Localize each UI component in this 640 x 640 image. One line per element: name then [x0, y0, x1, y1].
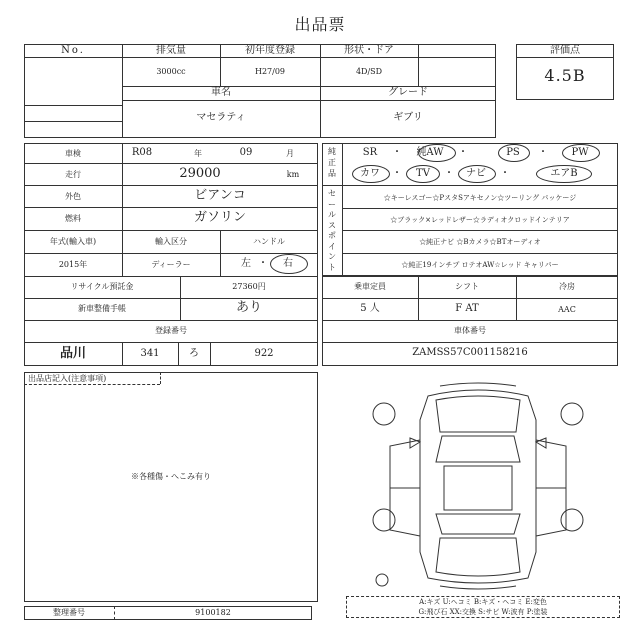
serial-value: 9100182	[195, 608, 231, 617]
equipment-tv: TV	[416, 168, 430, 179]
car-right-mirror	[536, 438, 546, 448]
import-type-value: ディーラー	[151, 260, 191, 269]
fuel-value: ガソリン	[193, 210, 246, 225]
capacity-label: 乗車定員	[354, 282, 386, 291]
equipment-label	[324, 146, 340, 179]
equipment-power-windows: PW	[571, 147, 589, 158]
capacity-value: 5 人	[360, 303, 380, 314]
score-value: 4.5B	[544, 66, 586, 85]
handle-label: ハンドル	[253, 237, 285, 246]
equipment-alloy-wheels-circle	[418, 144, 456, 162]
score-label: 評価点	[550, 45, 580, 56]
equipment-power-steering-circle	[498, 144, 530, 162]
equipment-airbag-circle	[536, 165, 592, 183]
plate-area: 品川	[59, 346, 86, 361]
chassis-number: ZAMSS57C001158216	[412, 347, 528, 358]
remarks-box	[24, 372, 318, 602]
ac-value: AAC	[558, 305, 576, 314]
equipment-sep: ・	[392, 168, 402, 179]
equipment-tv-circle	[406, 165, 440, 183]
shape-door-label: 形状・ドア	[344, 45, 394, 56]
recycle-value: 27360円	[232, 282, 266, 291]
handle-right-selected: 右	[283, 258, 293, 269]
grade-label: グレード	[388, 87, 428, 98]
no-label: No.	[61, 45, 85, 56]
equipment-sep: ・	[444, 168, 454, 179]
wheel-rear-left	[373, 509, 395, 531]
remarks-label: 出品店記入(注意事項)	[28, 374, 107, 383]
inspection-era: R08	[131, 147, 153, 158]
car-trunk	[436, 538, 520, 576]
handle-selected-circle	[270, 254, 308, 274]
equipment-sep: ・	[458, 147, 468, 158]
maintenance-record-value: あり	[235, 300, 262, 315]
car-roof	[444, 466, 512, 510]
equipment-power-windows-circle	[562, 144, 600, 162]
equipment-sep: ・	[500, 168, 510, 179]
model-year-label: 年式(輸入車)	[49, 237, 97, 246]
car-rear-bumper	[440, 586, 516, 589]
selling-point-2: ☆ブラック×レッドレザー☆ラディオクロッドインテリア	[390, 216, 570, 224]
equipment-power-steering: PS	[506, 147, 520, 158]
inspection-month: 09	[239, 147, 253, 158]
legend-line-1: A:キズ U:ヘコミ B:キズ・ヘコミ E:変色	[419, 598, 547, 606]
equipment-leather: カワ	[360, 168, 380, 179]
car-hood	[436, 396, 520, 432]
selling-points-label	[324, 189, 340, 273]
equipment-sep: ・	[392, 147, 402, 158]
car-left-mirror	[410, 438, 420, 448]
equipment-navigation-circle	[458, 165, 496, 183]
car-body-outline	[420, 390, 536, 583]
first-registration-label: 初年度登録	[245, 45, 295, 56]
equipment-sunroof: SR	[362, 147, 378, 158]
equipment-sep: ・	[538, 147, 548, 158]
car-damage-diagram	[370, 380, 586, 592]
displacement-label: 排気量	[156, 45, 186, 56]
first-registration-value: H27/09	[254, 67, 286, 76]
serial-label: 整理番号	[53, 608, 85, 617]
equipment-airbag: エアB	[550, 168, 578, 179]
page-title: 出品票	[294, 15, 346, 34]
mileage-unit: km	[286, 170, 300, 179]
selling-point-3: ☆純正ナビ ☆Bカメラ☆BTオーディオ	[419, 238, 541, 246]
car-windshield	[436, 436, 520, 462]
mileage-label: 走行	[65, 170, 81, 179]
car-front-bumper	[440, 383, 516, 386]
inspection-label: 車検	[65, 149, 81, 158]
fuel-label: 燃料	[65, 214, 81, 223]
selling-point-4: ☆純正19インチプ ロテオAW☆レッド キャリパー	[401, 261, 559, 269]
maker-value: マセラティ	[196, 112, 246, 123]
equipment-leather-circle	[352, 165, 390, 183]
plate-number: 922	[254, 348, 274, 359]
mileage-value: 29000	[179, 166, 221, 181]
legend-line-2: G:飛び石 XX:交換 S:サビ W:波有 P:塗装	[418, 608, 548, 616]
remarks-text: ※各種傷・へこみ有り	[131, 472, 211, 481]
handle-left: 左	[241, 258, 251, 269]
shift-value: F AT	[455, 303, 479, 314]
inspection-year-unit: 年	[194, 149, 202, 158]
spare-tire	[376, 574, 388, 586]
grade-value: ギブリ	[393, 112, 423, 123]
car-rear-window	[436, 514, 520, 534]
import-type-label: 輸入区分	[155, 237, 187, 246]
equipment-label-text: 純正品	[328, 147, 336, 178]
model-year-value: 2015年	[58, 260, 88, 269]
selling-points-label-text: セールスポイント	[328, 189, 336, 272]
color-label: 外色	[65, 192, 81, 201]
color-value: ビアンコ	[194, 188, 246, 203]
selling-point-1: ☆キーレスゴー☆PスタSアキセノン☆ツーリング パッケージ	[383, 194, 577, 202]
equipment-alloy-wheels: 純AW	[416, 147, 444, 158]
plate-kana: ろ	[189, 348, 199, 359]
handle-separator: ・	[258, 258, 268, 269]
recycle-label: リサイクル預託金	[70, 282, 134, 291]
equipment-navigation: ナビ	[466, 168, 486, 179]
shape-door-value: 4D/SD	[355, 67, 383, 76]
wheel-rear-right	[561, 509, 583, 531]
plate-label: 登録番号	[155, 326, 187, 335]
inspection-month-unit: 月	[286, 149, 294, 158]
plate-class: 341	[140, 348, 160, 359]
displacement-value: 3000cc	[156, 67, 186, 76]
wheel-front-right	[561, 403, 583, 425]
shift-label: シフト	[455, 282, 479, 291]
wheel-front-left	[373, 403, 395, 425]
chassis-label: 車体番号	[454, 326, 486, 335]
maintenance-record-label: 新車整備手帳	[78, 304, 126, 313]
maker-label: 車名	[211, 87, 231, 98]
ac-label: 冷房	[559, 282, 575, 291]
